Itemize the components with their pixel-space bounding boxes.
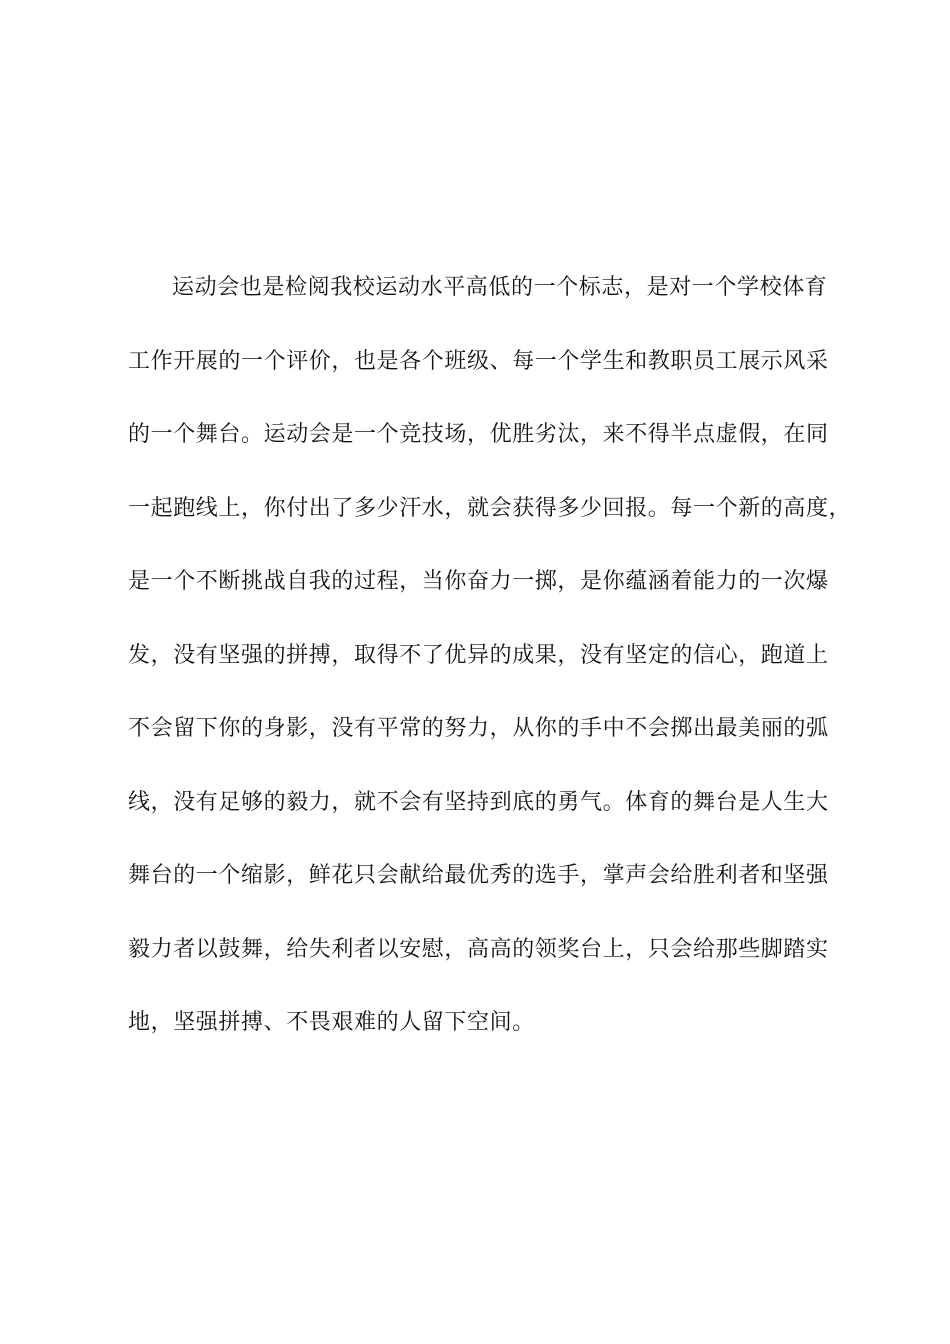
paragraph-line: 是一个不断挑战自我的过程，当你奋力一掷，是你蕴涵着能力的一次爆 xyxy=(128,569,829,594)
paragraph-line: 线，没有足够的毅力，就不会有坚持到底的勇气。体育的舞台是人生大 xyxy=(128,789,829,815)
paragraph-line: 运动会也是检阅我校运动水平高低的一个标志，是对一个学校体育 xyxy=(172,275,828,300)
paragraph-line: 毅力者以鼓舞，给失利者以安慰，高高的领奖台上，只会给那些脚踏实 xyxy=(128,936,829,962)
paragraph-line: 的一个舞台。运动会是一个竞技场，优胜劣汰，来不得半点虚假，在同 xyxy=(128,422,829,447)
paragraph-line: 不会留下你的身影，没有平常的努力，从你的手中不会掷出最美丽的弧 xyxy=(128,716,829,741)
body-paragraph xyxy=(128,268,852,1077)
paragraph-line: 工作开展的一个评价，也是各个班级、每一个学生和教职员工展示风采 xyxy=(128,348,829,374)
paragraph-line: 舞台的一个缩影，鲜花只会献给最优秀的选手，掌声会给胜利者和坚强 xyxy=(128,863,829,888)
paragraph-line: 一起跑线上，你付出了多少汗水，就会获得多少回报。每一个新的高度， xyxy=(128,495,852,521)
paragraph-line: 发，没有坚强的拼搏，取得不了优异的成果，没有坚定的信心，跑道上 xyxy=(128,642,829,668)
paragraph-line: 地，坚强拼搏、不畏艰难的人留下空间。 xyxy=(128,1010,535,1035)
